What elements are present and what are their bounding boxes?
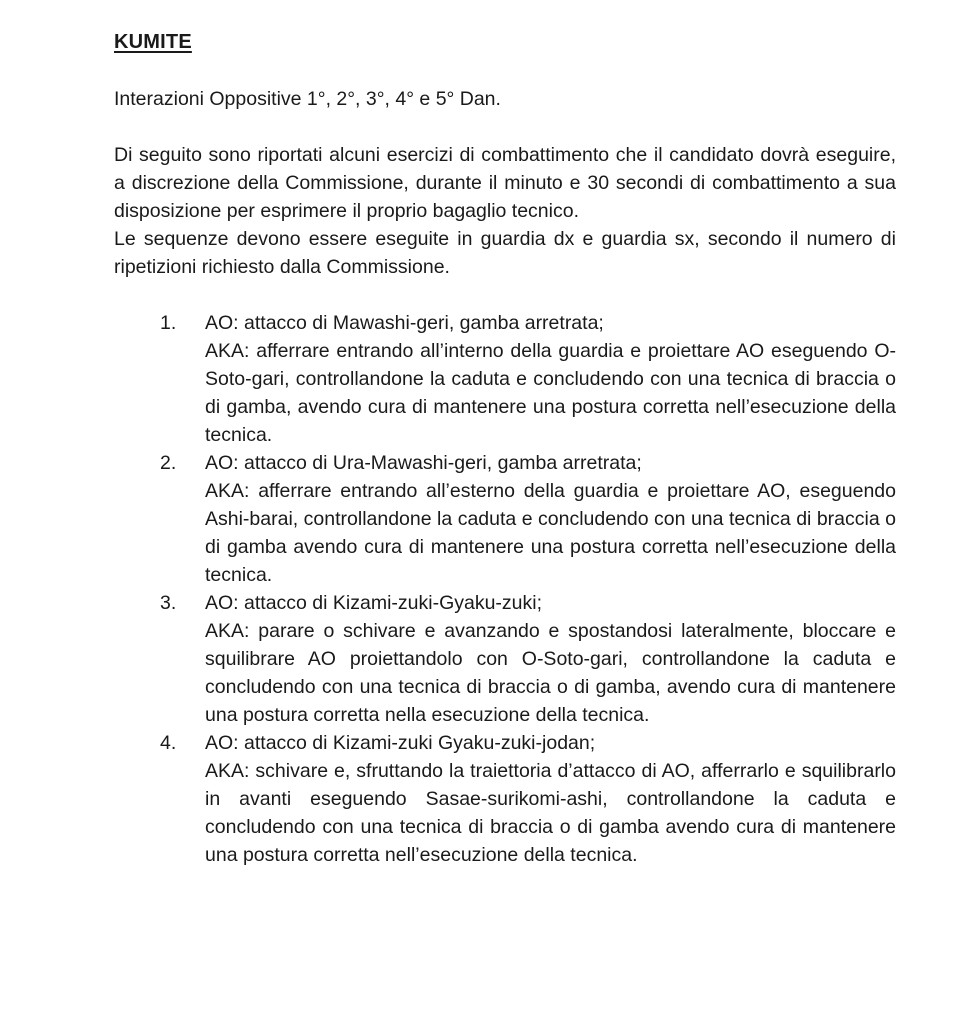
exercise-number: 2. xyxy=(160,452,177,474)
exercise-ao-attack: AO: attacco di Kizami-zuki Gyaku-zuki-jodan; xyxy=(205,732,596,754)
intro-paragraph: Di seguito sono riportati alcuni esercizi di combattimento che il candidato dovrà eseguire, a discrezione della Commissione, durante il minuto e 30 secondi di combattimento a sua disposizione per esprimere il proprio bagaglio tecnico. xyxy=(114,144,896,222)
document-title: KUMITE xyxy=(114,31,192,53)
exercise-aka-response: AKA: parare o schivare e avanzando e spostandosi lateralmente, bloccare e squilibrare AO proiettandolo con O-Soto-gari, controllandone la caduta e concludendo con una tecnica di braccia o di gamba, avendo cura di mantenere una postura corretta nella esecuzione della tecnica. xyxy=(205,620,896,726)
exercise-number: 4. xyxy=(160,732,177,754)
document-page xyxy=(114,28,896,869)
exercise-number: 1. xyxy=(160,312,177,334)
exercise-ao-attack: AO: attacco di Mawashi-geri, gamba arretrata; xyxy=(205,312,604,334)
exercise-aka-response: AKA: afferrare entrando all’esterno della guardia e proiettare AO, eseguendo Ashi-barai, controllandone la caduta e concludendo con una tecnica di braccia o di gamba avendo cura di mantenere una postura corretta nell’esecuzione della tecnica. xyxy=(205,480,896,586)
exercise-ao-attack: AO: attacco di Ura-Mawashi-geri, gamba arretrata; xyxy=(205,452,642,474)
exercise-item xyxy=(114,729,896,869)
exercise-list xyxy=(114,309,896,869)
exercise-item xyxy=(114,449,896,589)
exercise-ao-attack: AO: attacco di Kizami-zuki-Gyaku-zuki; xyxy=(205,592,543,614)
exercise-aka-response: AKA: afferrare entrando all’interno della guardia e proiettare AO eseguendo O-Soto-gari, controllandone la caduta e concludendo con una tecnica di braccia o di gamba, avendo cura di mantenere una postura corretta nell’esecuzione della tecnica. xyxy=(205,340,896,446)
exercise-item xyxy=(114,589,896,729)
intro-text xyxy=(114,141,896,281)
intro-paragraph: Le sequenze devono essere eseguite in guardia dx e guardia sx, secondo il numero di ripetizioni richiesto dalla Commissione. xyxy=(114,228,896,278)
exercise-number: 3. xyxy=(160,592,177,614)
exercise-aka-response: AKA: schivare e, sfruttando la traiettoria d’attacco di AO, afferrarlo e squilibrarlo in avanti eseguendo Sasae-surikomi-ashi, controllandone la caduta e concludendo con una tecnica di braccia o di gamba avendo cura di mantenere una postura corretta nell’esecuzione della tecnica. xyxy=(205,760,896,866)
exercise-item xyxy=(114,309,896,449)
document-subtitle: Interazioni Oppositive 1°, 2°, 3°, 4° e 5° Dan. xyxy=(114,88,501,110)
